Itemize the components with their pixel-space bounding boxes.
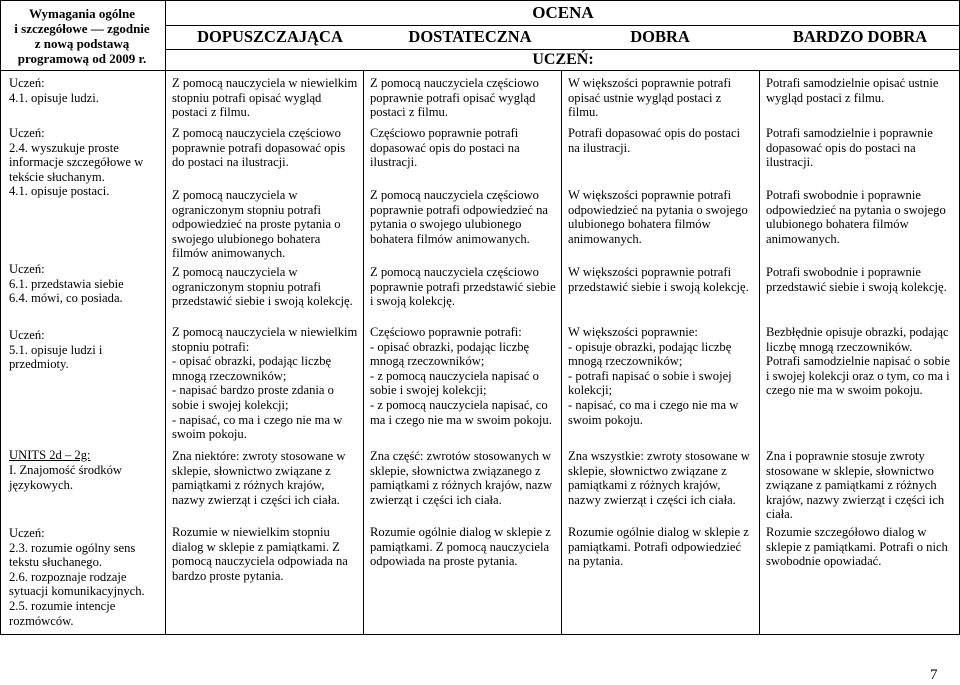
bdb-6: Zna i poprawnie stosuje zwroty stosowane w sklepie, słownictwo związane z pamiątkami z różnych krajów, nazwy zwierząt i części ich ciała. [766, 449, 945, 522]
bdb-3: Potrafi swobodnie i poprawnie odpowiedzieć na pytania o swojego ulubionego bohatera filmów animowanych. [766, 188, 946, 246]
dobra-4: W większości poprawnie potrafi przedstawić siebie i swoją kolekcję. [568, 265, 749, 294]
bdb-5: Bezbłędnie opisuje obrazki, podając liczbę mnogą rzeczowników. Potrafi samodzielnie napisać o sobie i swojej kolekcji oraz o tym, co ma i czego nie ma w swoim pokoju. [766, 325, 950, 398]
table-left-border [0, 0, 1, 635]
dop-5: Z pomocą nauczyciela w niewielkim stopniu potrafi: - opisać obrazki, podając liczbę mnogą rzeczowników; - napisać bardzo proste zdania o sobie i swojej kolekcji; - napisać, co ma i czego nie ma w swoim pokoju. [172, 325, 358, 442]
column-divider-3 [561, 70, 562, 635]
dost-4: Z pomocą nauczyciela częściowo poprawnie potrafi przedstawić siebie i swoją kolekcję. [370, 265, 556, 309]
dost-2: Częściowo poprawnie potrafi dopasować opis do postaci na ilustracji. [370, 126, 520, 170]
dost-1: Z pomocą nauczyciela częściowo poprawnie potrafi opisać wygląd postaci z filmu. [370, 76, 539, 120]
dobra-5: W większości poprawnie: - opisuje obrazki, podając liczbę mnogą rzeczowników; - potrafi napisać o sobie i swojej kolekcji; - napisać, co ma i czego nie ma w swoim pokoju. [568, 325, 739, 427]
bdb-7: Rozumie szczegółowo dialog w sklepie z pamiątkami. Potrafi o nich swobodnie opowiadać. [766, 525, 948, 569]
requirement-5-1: Uczeń: 5.1. opisuje ludzi i przedmioty. [9, 328, 103, 372]
table-top-border [0, 0, 960, 1]
dost-6: Zna część: zwrotów stosowanych w sklepie, słownictwa związanego z pamiątkami z różnych krajów, nazw zwierząt i części ich ciała. [370, 449, 553, 507]
header-bottom-border [0, 70, 960, 71]
dobra-3: W większości poprawnie potrafi odpowiedzieć na pytania o swojego ulubionego bohatera filmów animowanych. [568, 188, 748, 246]
bdb-2: Potrafi samodzielnie i poprawnie dopasować opis do postaci na ilustracji. [766, 126, 933, 170]
bdb-1: Potrafi samodzielnie opisać ustnie wygląd postaci z filmu. [766, 76, 939, 105]
level-bardzo-dobra: BARDZO DOBRA [792, 27, 928, 46]
ocena-divider [165, 25, 960, 26]
requirements-header: Wymagania ogólne i szczegółowe — zgodnie z nową podstawą programową od 2009 r. [14, 6, 150, 66]
level-dobra: DOBRA [630, 27, 690, 46]
column-divider-4 [759, 70, 760, 635]
dobra-6: Zna wszystkie: zwroty stosowane w sklepie, słownictwo związane z pamiątkami z różnych krajów, nazwy zwierząt i części ich ciała. [568, 449, 750, 507]
level-dopuszczajaca: DOPUSZCZAJĄCA [197, 27, 343, 46]
requirement-4-1: Uczeń: 4.1. opisuje ludzi. [9, 76, 99, 105]
dop-6: Zna niektóre: zwroty stosowane w sklepie, słownictwo związane z pamiątkami z różnych krajów, nazwy zwierząt i części ich ciała. [172, 449, 346, 507]
requirement-2-4: Uczeń: 2.4. wyszukuje proste informacje szczegółowe w tekście słuchanym. 4.1. opisuje postaci. [9, 126, 144, 199]
ocena-title: OCENA [532, 3, 594, 22]
page-number: 7 [930, 667, 938, 683]
dop-2: Z pomocą nauczyciela częściowo poprawnie potrafi dopasować opis do postaci na ilustracji. [172, 126, 346, 170]
dobra-1: W większości poprawnie potrafi opisać ustnie wygląd postaci z filmu. [568, 76, 732, 120]
dop-4: Z pomocą nauczyciela w ograniczonym stopniu potrafi przedstawić siebie i swoją kolekcję. [172, 265, 353, 309]
dost-5: Częściowo poprawnie potrafi: - opisać obrazki, podając liczbę mnogą rzeczowników; - z pomocą nauczyciela napisać o sobie i swojej kolekcji; - z pomocą nauczyciela napisać, co ma i czego nie ma w swoim pokoju. [370, 325, 552, 427]
dobra-7: Rozumie ogólnie dialog w sklepie z pamiątkami. Potrafi odpowiedzieć na pytania. [568, 525, 749, 569]
column-divider-1 [165, 0, 166, 635]
dobra-2: Potrafi dopasować opis do postaci na ilustracji. [568, 126, 741, 155]
table-bottom-border [0, 634, 960, 635]
requirement-language: I. Znajomość środków językowych. [9, 463, 122, 492]
dop-7: Rozumie w niewielkim stopniu dialog w sklepie z pamiątkami. Z pomocą nauczyciela odpowiada na bardzo proste pytania. [172, 525, 348, 583]
dop-3: Z pomocą nauczyciela w ograniczonym stopniu potrafi odpowiedzieć na proste pytania o swojego ulubionego bohatera filmów animowanych. [172, 188, 341, 261]
uczen-label: UCZEŃ: [532, 51, 594, 68]
requirement-6-1: Uczeń: 6.1. przedstawia siebie 6.4. mówi, co posiada. [9, 262, 124, 306]
levels-divider [165, 49, 960, 50]
bdb-4: Potrafi swobodnie i poprawnie przedstawić siebie i swoją kolekcję. [766, 265, 947, 294]
units-label: UNITS 2d – 2g: [9, 448, 91, 462]
column-divider-2 [363, 70, 364, 635]
level-dostateczna: DOSTATECZNA [408, 27, 532, 46]
dop-1: Z pomocą nauczyciela w niewielkim stopniu potrafi opisać wygląd postaci z filmu. [172, 76, 358, 120]
requirement-2-3: Uczeń: 2.3. rozumie ogólny sens tekstu słuchanego. 2.6. rozpoznaje rodzaje sytuacji komunikacyjnych. 2.5. rozumie intencje rozmówców. [9, 526, 145, 628]
dost-3: Z pomocą nauczyciela częściowo poprawnie potrafi odpowiedzieć na pytania o swojego ulubionego bohatera filmów animowanych. [370, 188, 548, 246]
dost-7: Rozumie ogólnie dialog w sklepie z pamiątkami. Z pomocą nauczyciela odpowiada na proste pytania. [370, 525, 551, 569]
